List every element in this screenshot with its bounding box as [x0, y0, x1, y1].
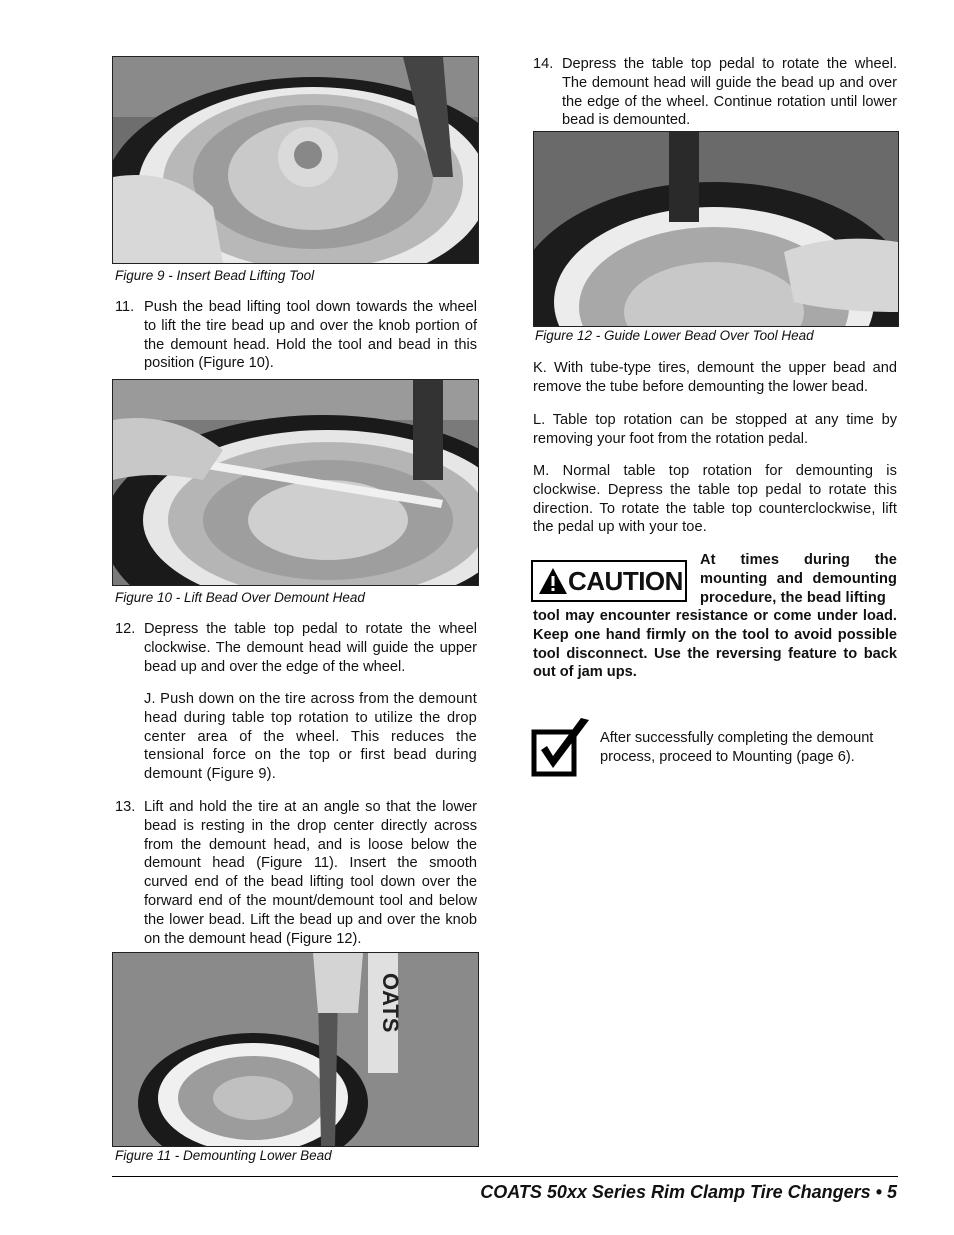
- figure-9-caption: Figure 9 - Insert Bead Lifting Tool: [115, 268, 315, 283]
- step-text: Depress the table top pedal to rotate the wheel clockwise. The demount head will guide the upper bead up and over the edge of the wheel.: [144, 621, 477, 675]
- caution-label-box: [531, 560, 687, 602]
- figure-10-caption: Figure 10 - Lift Bead Over Demount Head: [115, 590, 365, 605]
- note-l: L. Table top rotation can be stopped at any time by removing your foot from the rotation pedal.: [533, 412, 897, 447]
- figure-9-photo: [112, 56, 479, 264]
- step-number: 13.: [115, 799, 136, 815]
- figure-11-photo: [112, 952, 479, 1147]
- figure-12-photo: [533, 131, 899, 327]
- note-m: M. Normal table top rotation for demounting is clockwise. Depress the table top pedal to rotate this direction. To rotate the table top counterclockwise, lift the pedal up with your toe.: [533, 463, 897, 536]
- note-j: [115, 690, 477, 784]
- note-k: K. With tube-type tires, demount the upper bead and remove the tube before demounting the lower bead.: [533, 360, 897, 395]
- step-text: Push the bead lifting tool down towards the wheel to lift the tire bead up and over the knob portion of the demount head. Hold the tool and bead in this position (Figure 10).: [144, 299, 477, 372]
- step-12: [115, 620, 477, 676]
- note-j-text: J. Push down on the tire across from the demount head during table top rotation to utilize the drop center area of the wheel. This reduces the tensional force on the top or first bead during demount (Figure 9).: [144, 691, 477, 783]
- check-note: After successfully completing the demount process, proceed to Mounting (page 6).: [600, 730, 874, 765]
- step-11: [115, 298, 477, 373]
- photo-logo-text: OATS: [378, 973, 403, 1033]
- footer-rule: [112, 1176, 898, 1177]
- figure-12-caption: Figure 12 - Guide Lower Bead Over Tool Head: [535, 328, 814, 343]
- step-number: 14.: [533, 56, 554, 72]
- step-text: Lift and hold the tire at an angle so that the lower bead is resting in the drop center directly across from the demount head, and is loose below the demount head (Figure 11). Insert the smooth curved end of the bead lifting tool down over the forward end of the mount/demount tool and below the lower bead. Lift the bead up and over the knob on the demount head (Figure 12).: [144, 799, 477, 947]
- warning-triangle-icon: [538, 567, 568, 595]
- step-number: 12.: [115, 621, 136, 637]
- checkmark-icon: [531, 716, 593, 778]
- figure-11-caption: Figure 11 - Demounting Lower Bead: [115, 1148, 332, 1163]
- caution-text-side: At times during the mounting and demounting procedure, the bead lifting: [700, 552, 897, 606]
- step-number: 11.: [115, 299, 135, 315]
- step-13: [115, 798, 477, 948]
- step-text: Depress the table top pedal to rotate the wheel. The demount head will guide the bead up and over the edge of the wheel. Continue rotation until lower bead is demounted.: [562, 56, 897, 129]
- page-footer: COATS 50xx Series Rim Clamp Tire Changers • 5: [480, 1182, 897, 1202]
- step-14: [533, 55, 897, 130]
- caution-label: CAUTION: [568, 565, 683, 596]
- figure-10-photo: [112, 379, 479, 586]
- caution-text-full: tool may encounter resistance or come under load. Keep one hand firmly on the tool to avoid possible tool disconnect. Use the reversing feature to back out of jam ups.: [533, 608, 897, 681]
